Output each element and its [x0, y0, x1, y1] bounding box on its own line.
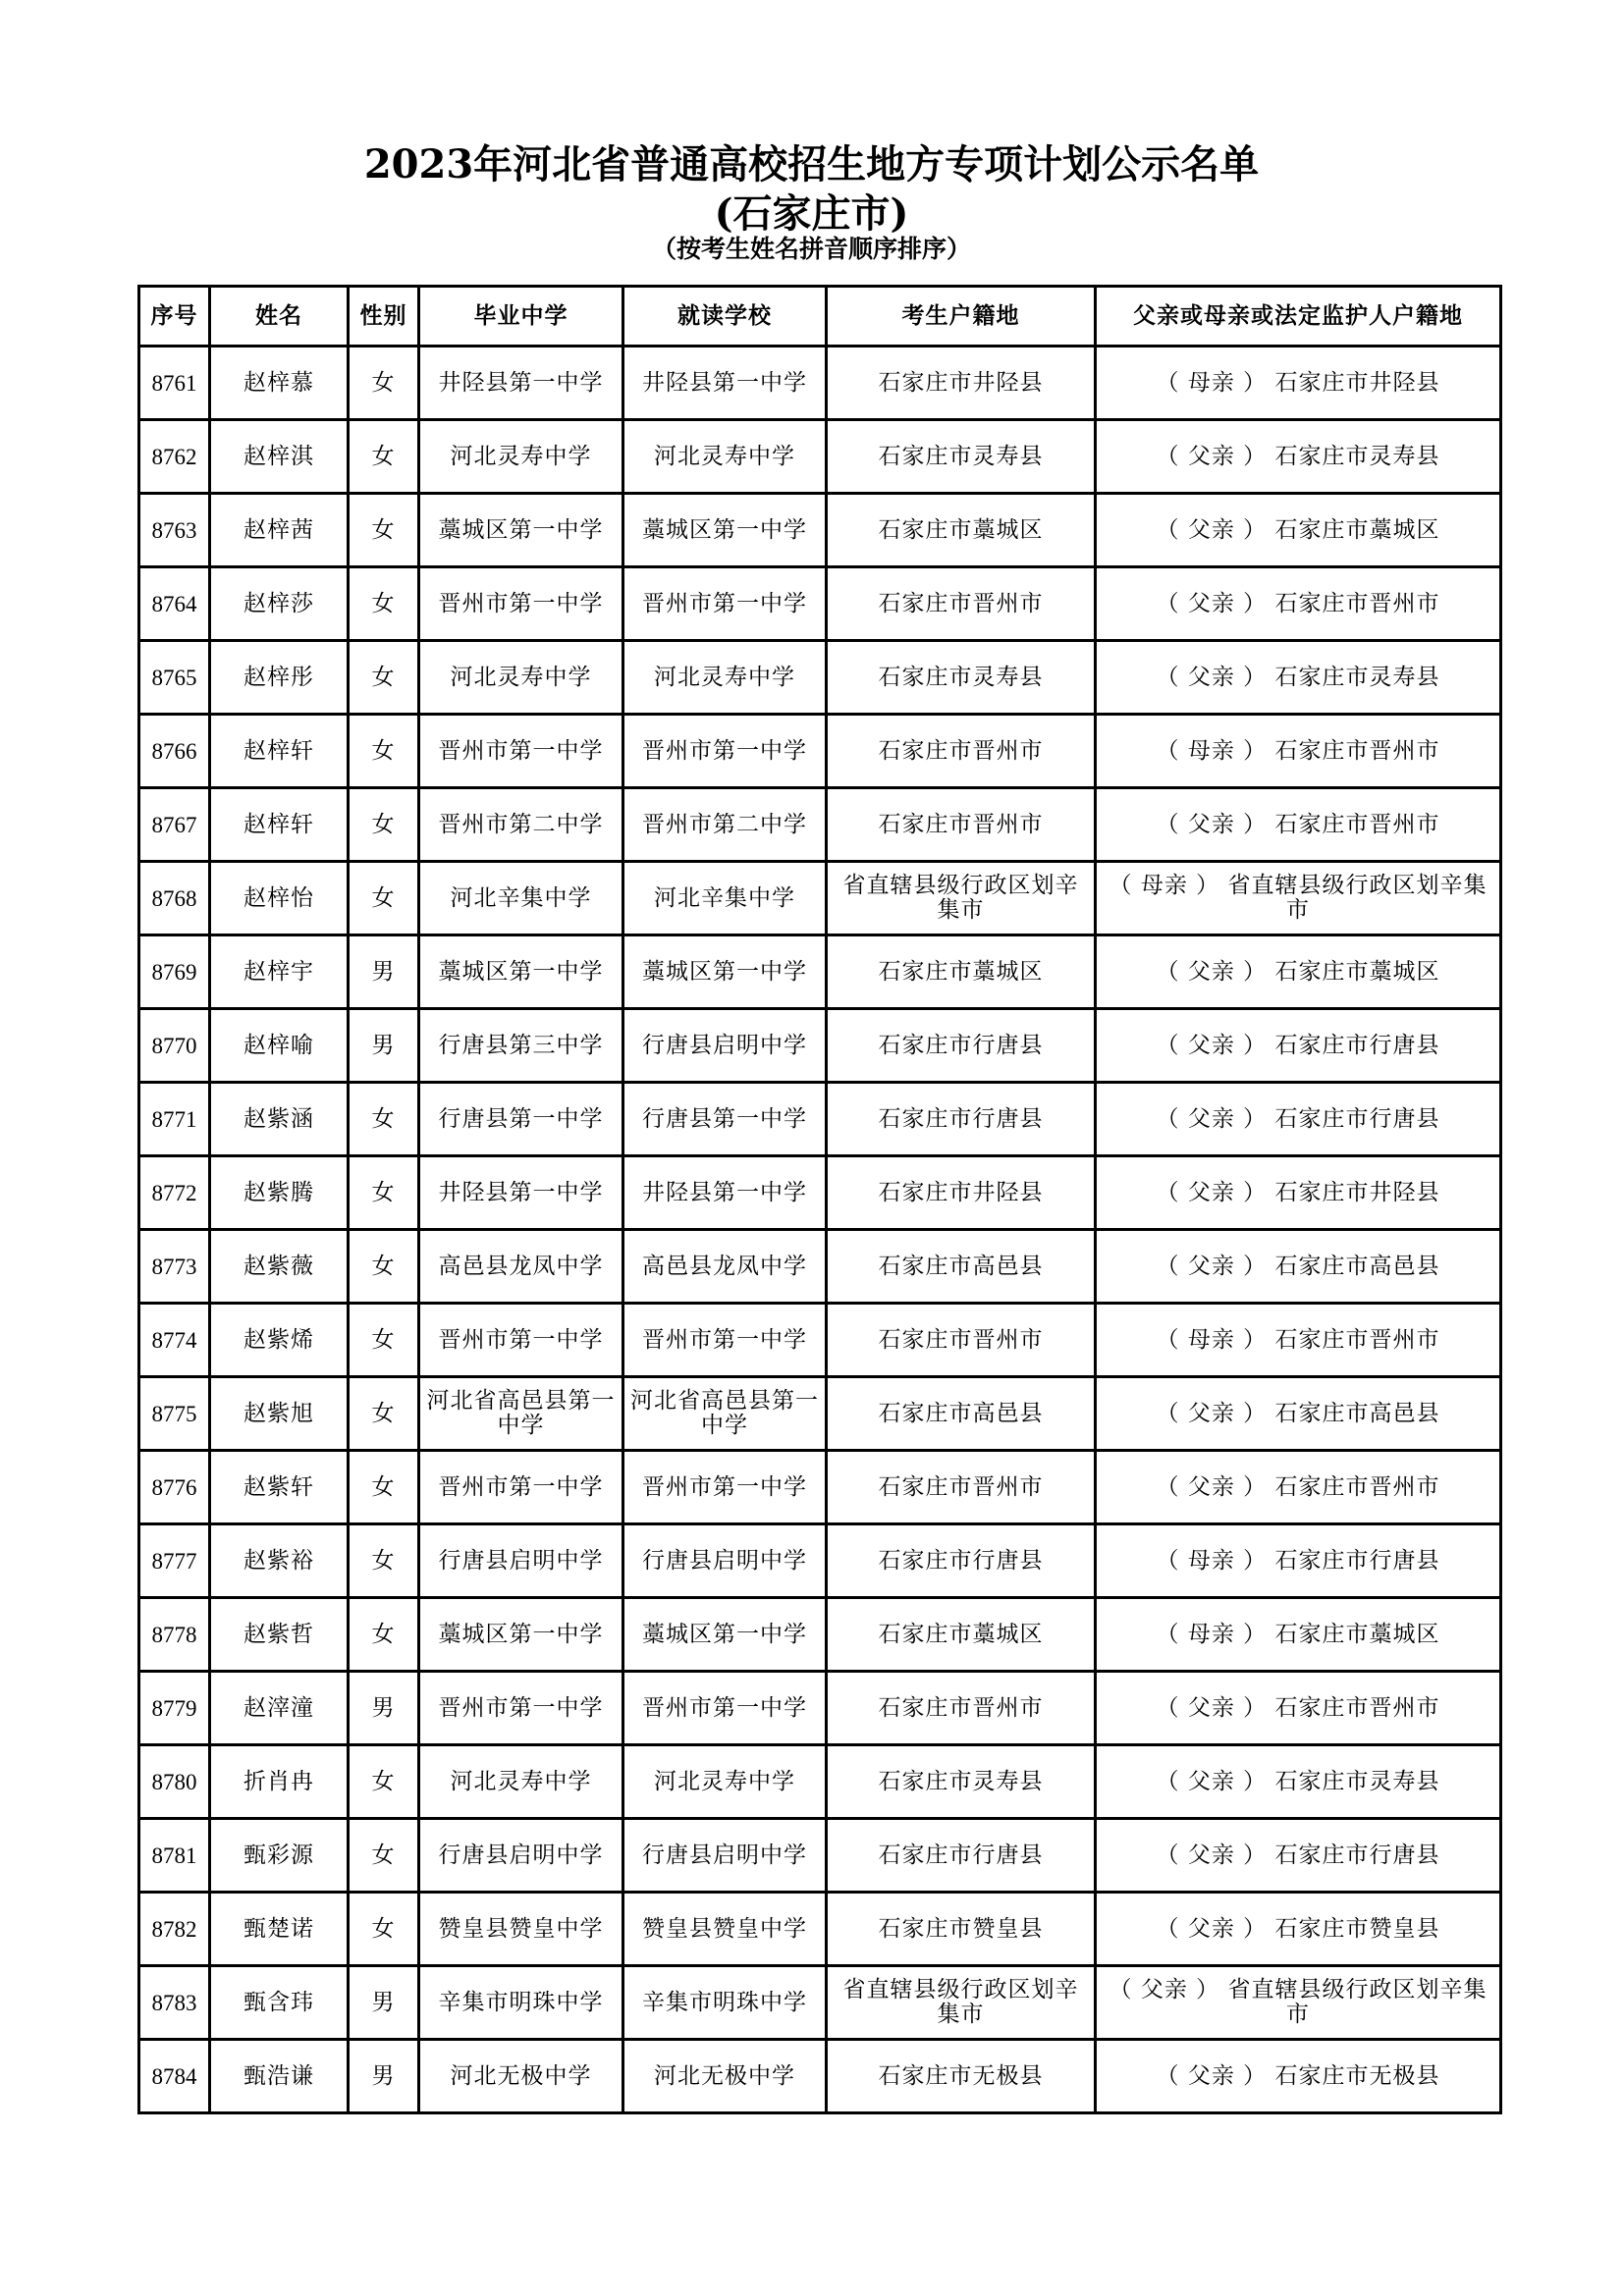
document-subtitle: (石家庄市): [714, 190, 909, 237]
cell-domicile: 石家庄市井陉县: [827, 1156, 1096, 1230]
cell-current-school: 藁城区第一中学: [623, 494, 827, 567]
cell-domicile: 石家庄市井陉县: [827, 347, 1096, 420]
cell-name: 赵梓喻: [210, 1009, 349, 1083]
table-row: [139, 347, 1501, 420]
cell-domicile: 石家庄市晋州市: [827, 1304, 1096, 1377]
cell-domicile: 石家庄市晋州市: [827, 1672, 1096, 1745]
cell-domicile: 石家庄市行唐县: [827, 1819, 1096, 1893]
header-parent-domicile: 父亲或母亲或法定监护人户籍地: [1096, 287, 1501, 347]
table-row: [139, 567, 1501, 641]
header-name: 姓名: [210, 287, 349, 347]
cell-current-school: 赞皇县赞皇中学: [623, 1893, 827, 1966]
cell-gender: 女: [349, 1745, 419, 1819]
cell-seq: 8777: [139, 1524, 210, 1598]
cell-name: 赵紫腾: [210, 1156, 349, 1230]
cell-current-school: 藁城区第一中学: [623, 1598, 827, 1672]
cell-seq: 8770: [139, 1009, 210, 1083]
cell-graduate-school: 藁城区第一中学: [419, 494, 623, 567]
cell-name: 甄浩谦: [210, 2040, 349, 2113]
cell-current-school: 河北灵寿中学: [623, 1745, 827, 1819]
cell-seq: 8774: [139, 1304, 210, 1377]
cell-domicile: 石家庄市行唐县: [827, 1009, 1096, 1083]
cell-current-school: 河北辛集中学: [623, 862, 827, 935]
cell-graduate-school: 晋州市第一中学: [419, 1672, 623, 1745]
cell-graduate-school: 晋州市第一中学: [419, 1304, 623, 1377]
cell-seq: 8782: [139, 1893, 210, 1966]
cell-gender: 女: [349, 1524, 419, 1598]
cell-current-school: 晋州市第一中学: [623, 1451, 827, 1524]
cell-name: 赵梓轩: [210, 788, 349, 862]
cell-name: 赵紫薇: [210, 1230, 349, 1304]
cell-graduate-school: 井陉县第一中学: [419, 1156, 623, 1230]
table-row: [139, 641, 1501, 715]
cell-graduate-school: 晋州市第一中学: [419, 715, 623, 788]
cell-name: 赵紫涵: [210, 1083, 349, 1156]
cell-seq: 8766: [139, 715, 210, 788]
cell-domicile: 石家庄市赞皇县: [827, 1893, 1096, 1966]
cell-graduate-school: 晋州市第一中学: [419, 1451, 623, 1524]
cell-domicile: 石家庄市行唐县: [827, 1083, 1096, 1156]
table-row: [139, 1451, 1501, 1524]
cell-graduate-school: 藁城区第一中学: [419, 1598, 623, 1672]
header-seq: 序号: [139, 287, 210, 347]
table-row: [139, 1156, 1501, 1230]
cell-seq: 8784: [139, 2040, 210, 2113]
cell-gender: 女: [349, 1598, 419, 1672]
cell-current-school: 井陉县第一中学: [623, 347, 827, 420]
cell-gender: 女: [349, 641, 419, 715]
cell-graduate-school: 河北辛集中学: [419, 862, 623, 935]
cell-domicile: 石家庄市晋州市: [827, 715, 1096, 788]
cell-parent-domicile: （ 父亲 ） 石家庄市行唐县: [1096, 1819, 1501, 1893]
cell-domicile: 石家庄市灵寿县: [827, 641, 1096, 715]
cell-gender: 女: [349, 1083, 419, 1156]
cell-name: 赵滓潼: [210, 1672, 349, 1745]
header-domicile: 考生户籍地: [827, 287, 1096, 347]
cell-domicile: 石家庄市高邑县: [827, 1230, 1096, 1304]
cell-parent-domicile: （ 父亲 ） 石家庄市藁城区: [1096, 935, 1501, 1009]
cell-graduate-school: 河北灵寿中学: [419, 641, 623, 715]
table-row: [139, 1377, 1501, 1451]
cell-graduate-school: 行唐县第三中学: [419, 1009, 623, 1083]
cell-gender: 女: [349, 567, 419, 641]
cell-seq: 8776: [139, 1451, 210, 1524]
cell-parent-domicile: （ 父亲 ） 石家庄市高邑县: [1096, 1377, 1501, 1451]
cell-graduate-school: 河北省高邑县第一中学: [419, 1377, 623, 1451]
cell-name: 赵梓轩: [210, 715, 349, 788]
cell-name: 赵紫旭: [210, 1377, 349, 1451]
cell-seq: 8768: [139, 862, 210, 935]
cell-parent-domicile: （ 母亲 ） 石家庄市行唐县: [1096, 1524, 1501, 1598]
cell-name: 赵梓淇: [210, 420, 349, 494]
cell-seq: 8761: [139, 347, 210, 420]
cell-current-school: 行唐县启明中学: [623, 1819, 827, 1893]
cell-gender: 女: [349, 420, 419, 494]
cell-seq: 8780: [139, 1745, 210, 1819]
cell-gender: 女: [349, 494, 419, 567]
cell-domicile: 石家庄市高邑县: [827, 1377, 1096, 1451]
table-row: [139, 1009, 1501, 1083]
cell-gender: 男: [349, 1009, 419, 1083]
table-row: [139, 1083, 1501, 1156]
cell-parent-domicile: （ 父亲 ） 石家庄市晋州市: [1096, 788, 1501, 862]
table-row: [139, 935, 1501, 1009]
cell-parent-domicile: （ 母亲 ） 石家庄市晋州市: [1096, 715, 1501, 788]
cell-gender: 女: [349, 1893, 419, 1966]
cell-parent-domicile: （ 父亲 ） 石家庄市无极县: [1096, 2040, 1501, 2113]
cell-parent-domicile: （ 父亲 ） 石家庄市高邑县: [1096, 1230, 1501, 1304]
table-row: [139, 494, 1501, 567]
cell-parent-domicile: （ 父亲 ） 石家庄市灵寿县: [1096, 641, 1501, 715]
cell-seq: 8762: [139, 420, 210, 494]
cell-name: 甄楚诺: [210, 1893, 349, 1966]
cell-graduate-school: 河北灵寿中学: [419, 420, 623, 494]
cell-domicile: 石家庄市藁城区: [827, 1598, 1096, 1672]
table-header-row: [139, 287, 1501, 347]
cell-parent-domicile: （ 母亲 ） 石家庄市晋州市: [1096, 1304, 1501, 1377]
cell-gender: 女: [349, 1451, 419, 1524]
cell-parent-domicile: （ 母亲 ） 石家庄市井陉县: [1096, 347, 1501, 420]
cell-current-school: 辛集市明珠中学: [623, 1966, 827, 2040]
cell-parent-domicile: （ 父亲 ） 石家庄市行唐县: [1096, 1083, 1501, 1156]
cell-domicile: 石家庄市藁城区: [827, 494, 1096, 567]
cell-domicile: 省直辖县级行政区划辛集市: [827, 862, 1096, 935]
header-graduate-school: 毕业中学: [419, 287, 623, 347]
cell-seq: 8781: [139, 1819, 210, 1893]
cell-graduate-school: 赞皇县赞皇中学: [419, 1893, 623, 1966]
cell-parent-domicile: （ 父亲 ） 石家庄市晋州市: [1096, 1451, 1501, 1524]
cell-seq: 8763: [139, 494, 210, 567]
table-row: [139, 1745, 1501, 1819]
header-current-school: 就读学校: [623, 287, 827, 347]
cell-graduate-school: 井陉县第一中学: [419, 347, 623, 420]
table-row: [139, 420, 1501, 494]
cell-graduate-school: 行唐县启明中学: [419, 1524, 623, 1598]
cell-name: 赵紫裕: [210, 1524, 349, 1598]
cell-gender: 女: [349, 1230, 419, 1304]
cell-name: 赵梓茜: [210, 494, 349, 567]
cell-domicile: 石家庄市灵寿县: [827, 420, 1096, 494]
cell-current-school: 河北灵寿中学: [623, 420, 827, 494]
cell-gender: 女: [349, 1377, 419, 1451]
cell-graduate-school: 晋州市第二中学: [419, 788, 623, 862]
cell-name: 赵梓彤: [210, 641, 349, 715]
cell-parent-domicile: （ 母亲 ） 省直辖县级行政区划辛集市: [1096, 862, 1501, 935]
cell-name: 甄含玮: [210, 1966, 349, 2040]
cell-gender: 女: [349, 1819, 419, 1893]
cell-current-school: 晋州市第二中学: [623, 788, 827, 862]
cell-seq: 8775: [139, 1377, 210, 1451]
cell-gender: 男: [349, 935, 419, 1009]
cell-name: 赵梓怡: [210, 862, 349, 935]
cell-seq: 8773: [139, 1230, 210, 1304]
cell-parent-domicile: （ 父亲 ） 石家庄市赞皇县: [1096, 1893, 1501, 1966]
cell-current-school: 行唐县启明中学: [623, 1009, 827, 1083]
cell-current-school: 河北无极中学: [623, 2040, 827, 2113]
cell-domicile: 石家庄市无极县: [827, 2040, 1096, 2113]
cell-parent-domicile: （ 母亲 ） 石家庄市藁城区: [1096, 1598, 1501, 1672]
cell-domicile: 石家庄市藁城区: [827, 935, 1096, 1009]
table-row: [139, 1304, 1501, 1377]
cell-current-school: 晋州市第一中学: [623, 1672, 827, 1745]
cell-gender: 女: [349, 1304, 419, 1377]
cell-domicile: 石家庄市晋州市: [827, 788, 1096, 862]
cell-seq: 8767: [139, 788, 210, 862]
cell-name: 赵梓莎: [210, 567, 349, 641]
cell-current-school: 藁城区第一中学: [623, 935, 827, 1009]
cell-current-school: 晋州市第一中学: [623, 1304, 827, 1377]
header-gender: 性别: [349, 287, 419, 347]
cell-seq: 8783: [139, 1966, 210, 2040]
cell-parent-domicile: （ 父亲 ） 石家庄市井陉县: [1096, 1156, 1501, 1230]
cell-parent-domicile: （ 父亲 ） 石家庄市藁城区: [1096, 494, 1501, 567]
cell-name: 赵紫哲: [210, 1598, 349, 1672]
cell-seq: 8765: [139, 641, 210, 715]
table-row: [139, 1819, 1501, 1893]
cell-graduate-school: 藁城区第一中学: [419, 935, 623, 1009]
cell-gender: 男: [349, 2040, 419, 2113]
cell-domicile: 石家庄市晋州市: [827, 567, 1096, 641]
cell-name: 赵梓宇: [210, 935, 349, 1009]
table-row: [139, 1524, 1501, 1598]
table-row: [139, 1230, 1501, 1304]
cell-graduate-school: 辛集市明珠中学: [419, 1966, 623, 2040]
cell-name: 赵紫轩: [210, 1451, 349, 1524]
cell-name: 赵梓慕: [210, 347, 349, 420]
cell-parent-domicile: （ 父亲 ） 石家庄市灵寿县: [1096, 1745, 1501, 1819]
cell-current-school: 河北省高邑县第一中学: [623, 1377, 827, 1451]
cell-current-school: 井陉县第一中学: [623, 1156, 827, 1230]
cell-seq: 8764: [139, 567, 210, 641]
cell-graduate-school: 河北灵寿中学: [419, 1745, 623, 1819]
cell-gender: 女: [349, 347, 419, 420]
cell-name: 折肖冉: [210, 1745, 349, 1819]
cell-current-school: 河北灵寿中学: [623, 641, 827, 715]
cell-name: 甄彩源: [210, 1819, 349, 1893]
cell-gender: 女: [349, 788, 419, 862]
cell-domicile: 石家庄市行唐县: [827, 1524, 1096, 1598]
cell-current-school: 行唐县第一中学: [623, 1083, 827, 1156]
cell-current-school: 高邑县龙凤中学: [623, 1230, 827, 1304]
cell-current-school: 行唐县启明中学: [623, 1524, 827, 1598]
cell-gender: 男: [349, 1966, 419, 2040]
cell-gender: 女: [349, 1156, 419, 1230]
document-title: 2023年河北省普通高校招生地方专项计划公示名单: [363, 141, 1260, 187]
cell-graduate-school: 河北无极中学: [419, 2040, 623, 2113]
cell-seq: 8772: [139, 1156, 210, 1230]
cell-graduate-school: 高邑县龙凤中学: [419, 1230, 623, 1304]
table-row: [139, 788, 1501, 862]
cell-graduate-school: 晋州市第一中学: [419, 567, 623, 641]
cell-parent-domicile: （ 父亲 ） 石家庄市晋州市: [1096, 1672, 1501, 1745]
cell-current-school: 晋州市第一中学: [623, 715, 827, 788]
cell-current-school: 晋州市第一中学: [623, 567, 827, 641]
cell-gender: 女: [349, 715, 419, 788]
table-row: [139, 1598, 1501, 1672]
cell-domicile: 石家庄市灵寿县: [827, 1745, 1096, 1819]
cell-name: 赵紫烯: [210, 1304, 349, 1377]
roster-table: [137, 285, 1502, 2114]
cell-parent-domicile: （ 父亲 ） 石家庄市晋州市: [1096, 567, 1501, 641]
cell-graduate-school: 行唐县启明中学: [419, 1819, 623, 1893]
cell-seq: 8769: [139, 935, 210, 1009]
table-row: [139, 2040, 1501, 2113]
cell-seq: 8778: [139, 1598, 210, 1672]
cell-gender: 女: [349, 862, 419, 935]
table-row: [139, 1672, 1501, 1745]
table-row: [139, 1966, 1501, 2040]
cell-domicile: 省直辖县级行政区划辛集市: [827, 1966, 1096, 2040]
table-row: [139, 862, 1501, 935]
cell-parent-domicile: （ 父亲 ） 省直辖县级行政区划辛集市: [1096, 1966, 1501, 2040]
cell-parent-domicile: （ 父亲 ） 石家庄市行唐县: [1096, 1009, 1501, 1083]
cell-seq: 8779: [139, 1672, 210, 1745]
cell-gender: 男: [349, 1672, 419, 1745]
sort-note: （按考生姓名拼音顺序排序）: [651, 235, 971, 263]
cell-seq: 8771: [139, 1083, 210, 1156]
table-row: [139, 1893, 1501, 1966]
table-row: [139, 715, 1501, 788]
cell-graduate-school: 行唐县第一中学: [419, 1083, 623, 1156]
cell-parent-domicile: （ 父亲 ） 石家庄市灵寿县: [1096, 420, 1501, 494]
cell-domicile: 石家庄市晋州市: [827, 1451, 1096, 1524]
